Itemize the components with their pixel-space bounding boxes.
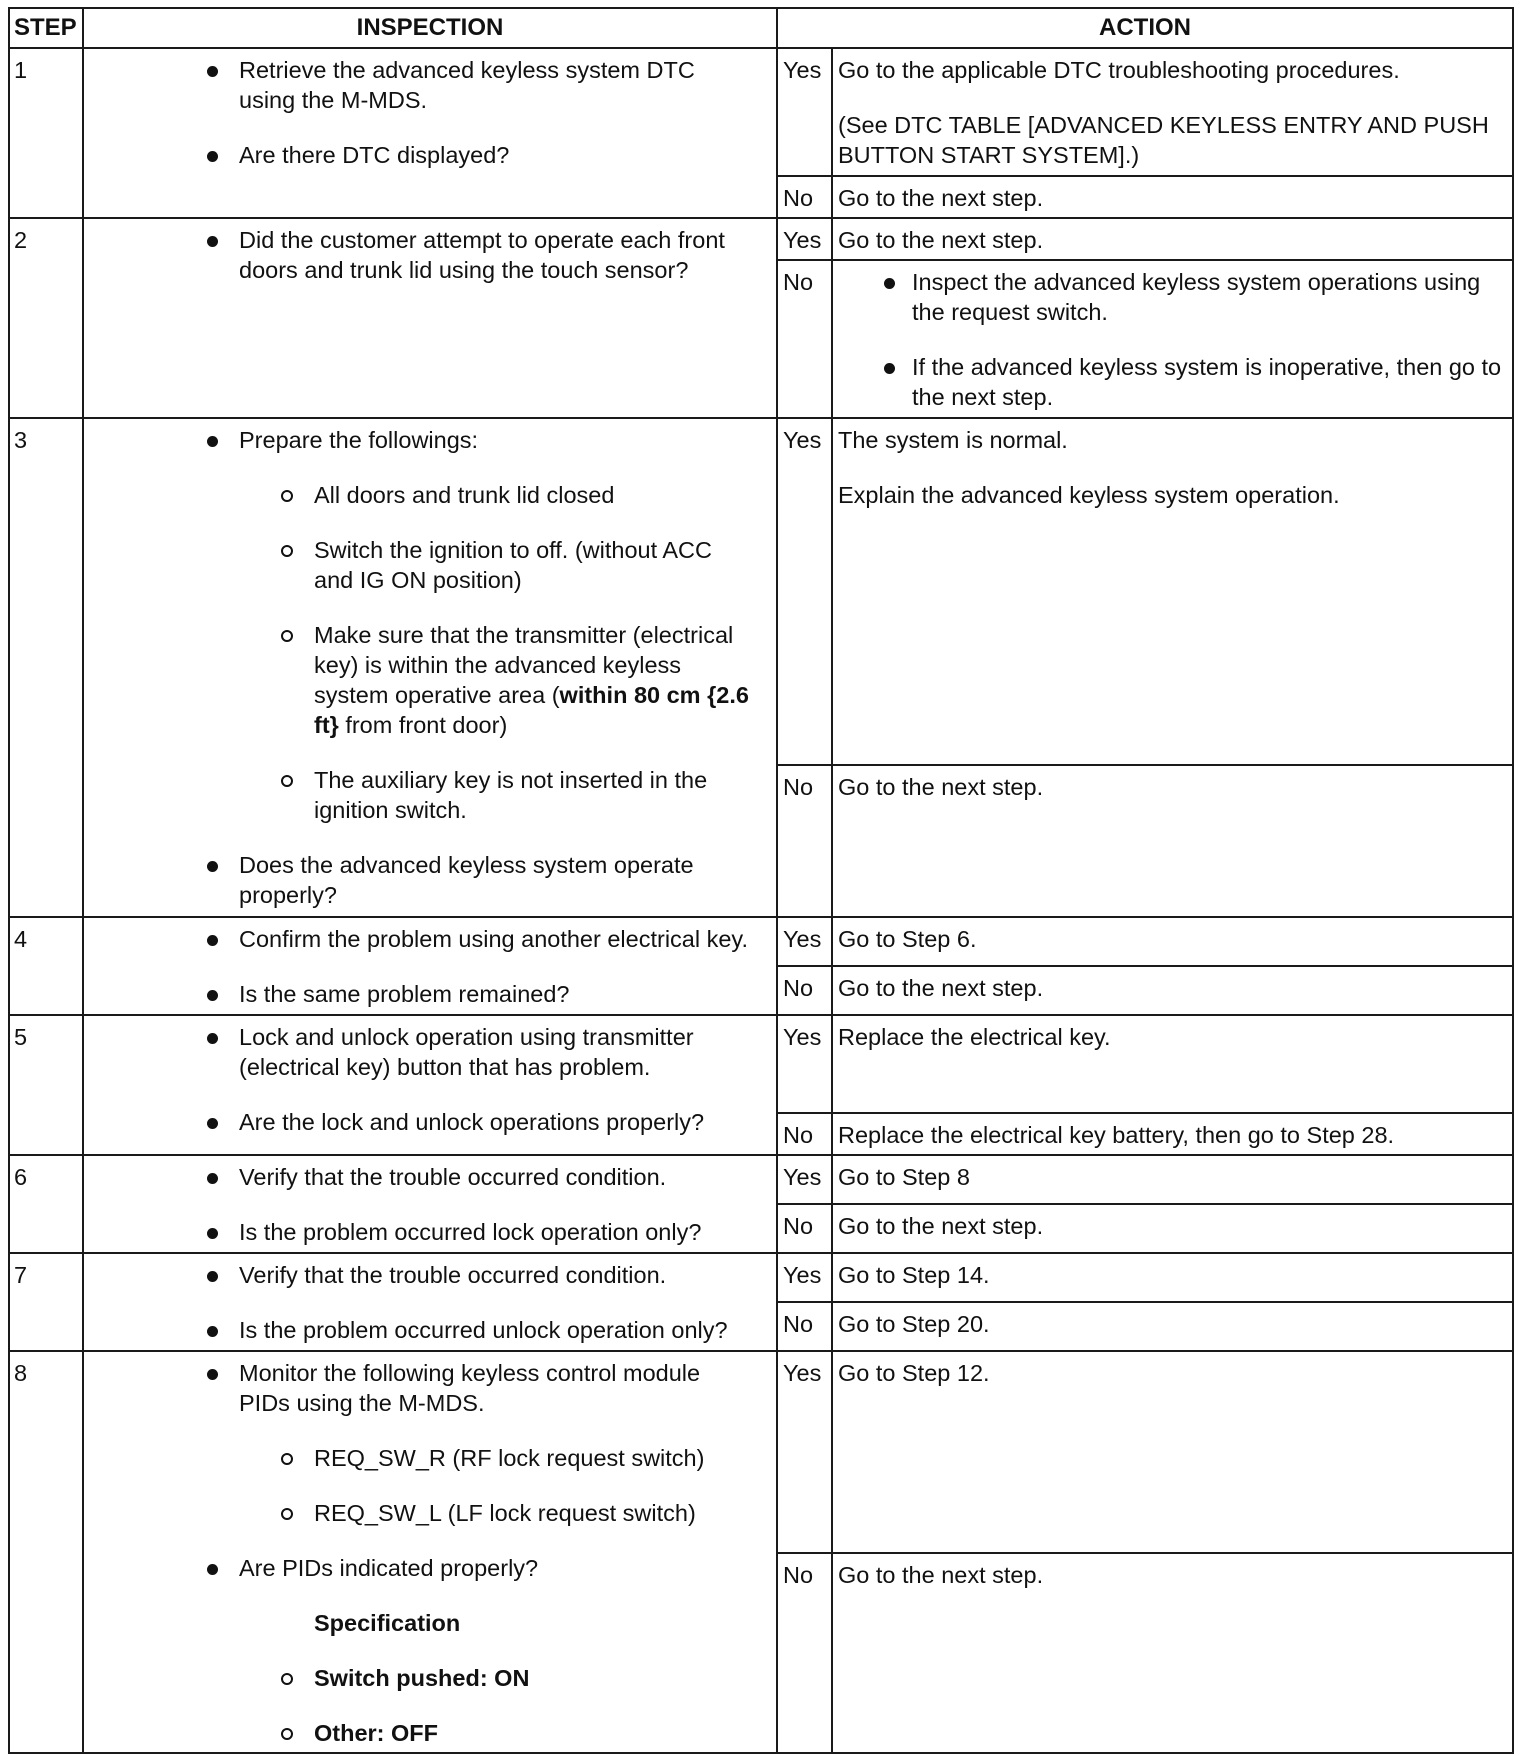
- inspection-item: Did the customer attempt to operate each front doors and trunk lid using the touch sensor?: [84, 225, 756, 285]
- action-no: [832, 966, 1513, 1015]
- action-yes: [832, 1155, 1513, 1204]
- inspection-item: Prepare the followings:: [84, 425, 756, 455]
- step-number: 2: [9, 218, 83, 418]
- yes-label: Yes: [777, 218, 832, 260]
- inspection-cell: [83, 418, 777, 917]
- troubleshooting-table: [8, 7, 1514, 1754]
- yes-label: Yes: [777, 917, 832, 966]
- action-bullet: Inspect the advanced keyless system operations using the request switch.: [838, 267, 1504, 327]
- sub-item: Switch the ignition to off. (without ACC and IG ON position): [84, 535, 756, 595]
- header-step: STEP: [9, 8, 83, 48]
- action-yes: [832, 917, 1513, 966]
- sub-item: REQ_SW_R (RF lock request switch): [84, 1443, 756, 1473]
- action-text: Go to Step 20.: [838, 1311, 990, 1337]
- action-bullet: If the advanced keyless system is inoperative, then go to the next step.: [838, 352, 1504, 412]
- sub-item: REQ_SW_L (LF lock request switch): [84, 1498, 756, 1528]
- inspection-cell: [83, 917, 777, 1015]
- action-no: [832, 765, 1513, 917]
- step-7-row-yes: [9, 1253, 1513, 1302]
- specification-title: Specification: [314, 1610, 461, 1636]
- action-text: Go to Step 12.: [838, 1360, 990, 1386]
- action-text: Go to the next step.: [838, 1562, 1044, 1588]
- action-text: Go to the next step.: [838, 185, 1044, 211]
- yes-label: Yes: [777, 418, 832, 765]
- action-no: [832, 176, 1513, 218]
- inspection-cell: [83, 1015, 777, 1155]
- inspection-item: Retrieve the advanced keyless system DTC using the M-MDS.: [84, 55, 756, 115]
- step-2-row-yes: [9, 218, 1513, 260]
- inspection-cell: [83, 1351, 777, 1753]
- inspection-item: Monitor the following keyless control module PIDs using the M-MDS.: [84, 1358, 756, 1418]
- no-label: No: [777, 1302, 832, 1351]
- step-4-row-yes: [9, 917, 1513, 966]
- action-text: Replace the electrical key battery, then go to Step 28.: [838, 1122, 1395, 1148]
- step-number: 7: [9, 1253, 83, 1351]
- sub-item: All doors and trunk lid closed: [84, 480, 756, 510]
- inspection-item: Are the lock and unlock operations properly?: [84, 1107, 756, 1137]
- sub-item: The auxiliary key is not inserted in the ignition switch.: [84, 765, 756, 825]
- action-text: Go to the next step.: [838, 1213, 1044, 1239]
- inspection-cell: [83, 48, 777, 218]
- distance-spec: within 80 cm {2.6 ft}: [314, 682, 749, 738]
- step-3-row-yes: [9, 418, 1513, 765]
- action-no: [832, 1204, 1513, 1253]
- action-no: [832, 260, 1513, 418]
- sub-item-text: from front door): [338, 712, 508, 738]
- sub-item-text: Make sure that the transmitter (electrical key) is within the advanced keyless system operative area (: [314, 622, 734, 708]
- inspection-item: Lock and unlock operation using transmitter (electrical key) button that has problem.: [84, 1022, 756, 1082]
- step-1-row-yes: [9, 48, 1513, 176]
- action-yes: [832, 218, 1513, 260]
- inspection-item: Are there DTC displayed?: [84, 140, 756, 170]
- action-text: Go to Step 14.: [838, 1262, 990, 1288]
- inspection-item: Verify that the trouble occurred condition.: [84, 1162, 756, 1192]
- step-number: 1: [9, 48, 83, 218]
- step-number: 5: [9, 1015, 83, 1155]
- action-text: Go to the next step.: [838, 774, 1044, 800]
- inspection-cell: [83, 1253, 777, 1351]
- step-number: 4: [9, 917, 83, 1015]
- sub-item: [84, 620, 756, 740]
- yes-label: Yes: [777, 1155, 832, 1204]
- inspection-item: Is the same problem remained?: [84, 979, 756, 1009]
- no-label: No: [777, 176, 832, 218]
- yes-label: Yes: [777, 1253, 832, 1302]
- no-label: No: [777, 260, 832, 418]
- action-yes: [832, 418, 1513, 765]
- header-inspection: INSPECTION: [83, 8, 777, 48]
- no-label: No: [777, 1113, 832, 1155]
- action-yes: [832, 1351, 1513, 1553]
- header-row: [9, 8, 1513, 48]
- action-yes: [832, 1015, 1513, 1113]
- inspection-item: Confirm the problem using another electrical key.: [84, 924, 756, 954]
- action-text: Go to Step 6.: [838, 926, 977, 952]
- action-text: Go to the applicable DTC troubleshooting procedures.: [838, 57, 1400, 83]
- inspection-item: Does the advanced keyless system operate properly?: [84, 850, 756, 910]
- action-text: Go to Step 8: [838, 1164, 970, 1190]
- action-text: Go to the next step.: [838, 227, 1044, 253]
- yes-label: Yes: [777, 1351, 832, 1553]
- spec-item: Other: OFF: [84, 1718, 756, 1748]
- yes-label: Yes: [777, 48, 832, 176]
- inspection-item: Are PIDs indicated properly?: [84, 1553, 756, 1583]
- inspection-cell: [83, 218, 777, 418]
- inspection-item: Is the problem occurred unlock operation only?: [84, 1315, 756, 1345]
- no-label: No: [777, 1204, 832, 1253]
- no-label: No: [777, 1553, 832, 1753]
- step-number: 3: [9, 418, 83, 917]
- action-text: (See DTC TABLE [ADVANCED KEYLESS ENTRY AND PUSH BUTTON START SYSTEM].): [838, 112, 1489, 168]
- action-no: [832, 1113, 1513, 1155]
- step-5-row-yes: [9, 1015, 1513, 1113]
- action-no: [832, 1302, 1513, 1351]
- action-no: [832, 1553, 1513, 1753]
- step-number: 6: [9, 1155, 83, 1253]
- yes-label: Yes: [777, 1015, 832, 1113]
- spec-item: Switch pushed: ON: [84, 1663, 756, 1693]
- action-text: The system is normal.: [838, 427, 1068, 453]
- step-6-row-yes: [9, 1155, 1513, 1204]
- action-text: Explain the advanced keyless system operation.: [838, 482, 1340, 508]
- action-yes: [832, 48, 1513, 176]
- header-action: ACTION: [777, 8, 1513, 48]
- inspection-item: Is the problem occurred lock operation only?: [84, 1217, 756, 1247]
- action-text: Go to the next step.: [838, 975, 1044, 1001]
- action-yes: [832, 1253, 1513, 1302]
- inspection-cell: [83, 1155, 777, 1253]
- no-label: No: [777, 765, 832, 917]
- step-8-row-yes: [9, 1351, 1513, 1553]
- action-text: Replace the electrical key.: [838, 1024, 1111, 1050]
- step-number: 8: [9, 1351, 83, 1753]
- no-label: No: [777, 966, 832, 1015]
- inspection-item: Verify that the trouble occurred condition.: [84, 1260, 756, 1290]
